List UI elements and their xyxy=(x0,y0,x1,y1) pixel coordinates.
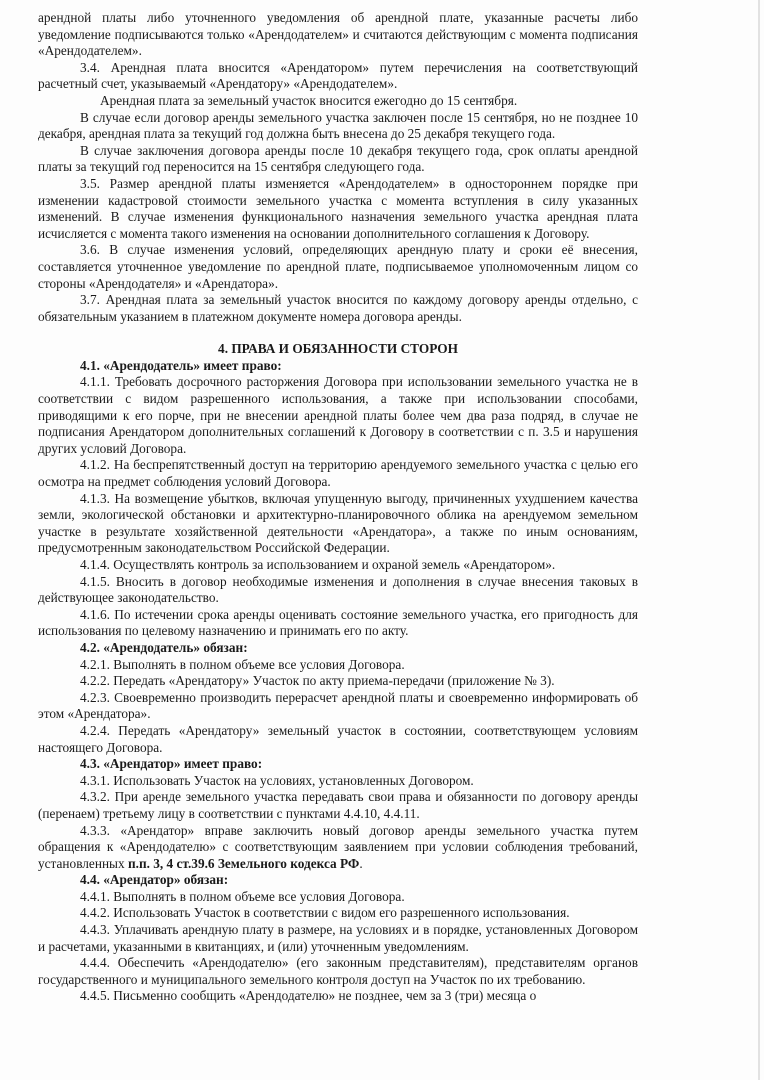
subsection-heading-4-3: 4.3. «Арендатор» имеет право: xyxy=(80,756,263,772)
clause-4-4-2: 4.4.2. Использовать Участок в соответствии с видом его разрешенного использования. xyxy=(80,905,570,921)
clause-4-4-3: 4.4.3. Уплачивать арендную плату в размере, на условиях и в порядке, установленных Договором и расчетами, указанными в квитанциях, и (или) уточненным уведомлениям. xyxy=(38,922,638,954)
paragraph: арендной платы либо уточненного уведомления об арендной плате, указанные расчеты либо уведомление подписываются только «Арендодателем» и считаются действующим с момента подписания «Арендодателем». xyxy=(38,10,638,59)
scan-edge xyxy=(758,0,760,1080)
clause-4-3-3-end: . xyxy=(359,855,363,871)
clause-4-1-2: 4.1.2. На беспрепятственный доступ на территорию арендуемого земельного участка с целью его осмотра на предмет соблюдения условий Договора. xyxy=(38,457,638,490)
paragraph-3-7: 3.7. Арендная плата за земельный участок вносится по каждому договору аренды отдельно, с обязательным указанием в платежном документе номера договора аренды. xyxy=(38,292,638,324)
clause-4-1-6: 4.1.6. По истечении срока аренды оценивать состояние земельного участка, его пригодность для использования по целевому назначению и принимать его по акту. xyxy=(38,606,638,639)
paragraph-3-5: 3.5. Размер арендной платы изменяется «Арендодателем» в одностороннем порядке при изменении кадастровой стоимости земельного участка с момента вступления в силу указанных изменений. В случае изменения функционального назначения земельного участка арендная плата исчисляется с момента такого изменения на основании дополнительного соглашения к Договору. xyxy=(38,175,638,241)
section-heading: 4. ПРАВА И ОБЯЗАННОСТИ СТОРОН xyxy=(218,341,458,357)
clause-4-1-3: 4.1.3. На возмещение убытков, включая упущенную выгоду, причиненных ухудшением качества земли, экологической обстановки и архитектурно-планировочного облика на арендуемом земельном участке в результате хозяйственной деятельности «Арендатора», а также по иным основаниям, предусмотренным законодательством Российской Федерации. xyxy=(38,490,638,556)
paragraph-payment-date: Арендная плата за земельный участок вносится ежегодно до 15 сентября. xyxy=(100,92,518,108)
clause-4-2-4: 4.2.4. Передать «Арендатору» земельный участок в состоянии, соответствующем условиям настоящего Договора. xyxy=(38,722,638,755)
clause-4-1-4: 4.1.4. Осуществлять контроль за использованием и охраной земель «Арендатором». xyxy=(80,557,556,572)
clause-4-4-1: 4.4.1. Выполнять в полном объеме все условия Договора. xyxy=(80,888,405,904)
subsection-heading-4-2: 4.2. «Арендодатель» обязан: xyxy=(80,639,248,655)
clause-4-3-3 xyxy=(38,823,638,873)
clause-4-1-5: 4.1.5. Вносить в договор необходимые изменения и дополнения в случае внесения таковых в действующее законодательство. xyxy=(38,573,638,606)
clause-4-2-2: 4.2.2. Передать «Арендатору» Участок по акту приема-передачи (приложение № 3). xyxy=(80,673,555,689)
clause-4-4-4: 4.4.4. Обеспечить «Арендодателю» (его законным представителям), представителям органов государственного и муниципального земельного контроля доступ на Участок по их требованию. xyxy=(38,955,638,987)
clause-4-3-3-text: 4.3.3. «Арендатор» вправе заключить новый договор аренды земельного участка путем обращения к «Арендодателю» с соответствующим заявлением при условии соблюдения требований, установленных xyxy=(38,822,638,871)
clause-4-3-2: 4.3.2. При аренде земельного участка передавать свои права и обязанности по договору аренды (перенаем) третьему лицу в соответствии с пунктами 4.4.10, 4.4.11. xyxy=(38,789,638,821)
subsection-heading-4-4: 4.4. «Арендатор» обязан: xyxy=(80,872,229,888)
paragraph: В случае заключения договора аренды после 10 декабря текущего года, срок оплаты арендной платы за текущий год переносится на 15 сентября следующего года. xyxy=(38,142,638,175)
clause-4-3-1: 4.3.1. Использовать Участок на условиях, установленных Договором. xyxy=(80,772,474,788)
clause-4-2-3: 4.2.3. Своевременно производить перерасчет арендной платы и своевременно информировать об этом «Арендатора». xyxy=(38,689,638,722)
paragraph: В случае если договор аренды земельного участка заключен после 15 сентября, но не позднее 10 декабря, арендная плата за текущий год должна быть внесена до 25 декабря текущего года. xyxy=(38,109,638,142)
land-code-reference: п.п. 3, 4 ст.39.6 Земельного кодекса РФ xyxy=(127,855,360,871)
paragraph-3-4: 3.4. Арендная плата вносится «Арендатором» путем перечисления на соответствующий расчетный счет, указываемый «Арендатору» «Арендодателем». xyxy=(38,59,638,92)
clause-4-1-1: 4.1.1. Требовать досрочного расторжения Договора при использовании земельного участка не в соответствии с видом разрешенного использования, а также при использовании способами, приводящими к его порче, при не внесении арендной платы более чем два раза подряд, в случае не подписания Арендатором дополнительных соглашений к Договору в соответствии с п. 3.5 и нарушения других условий Договора. xyxy=(38,374,638,456)
document-text xyxy=(38,10,638,1005)
clause-4-4-5: 4.4.5. Письменно сообщить «Арендодателю» не позднее, чем за 3 (три) месяца о xyxy=(80,988,537,1004)
clause-4-2-1: 4.2.1. Выполнять в полном объеме все условия Договора. xyxy=(80,656,405,672)
paragraph-3-6: 3.6. В случае изменения условий, определяющих арендную плату и сроки её внесения, составляется уточненное уведомление по арендной плате, подписываемое уполномоченным лицом со стороны «Арендодателя» и «Арендатора». xyxy=(38,242,638,291)
subsection-heading-4-1: 4.1. «Арендодатель» имеет право: xyxy=(80,357,282,373)
